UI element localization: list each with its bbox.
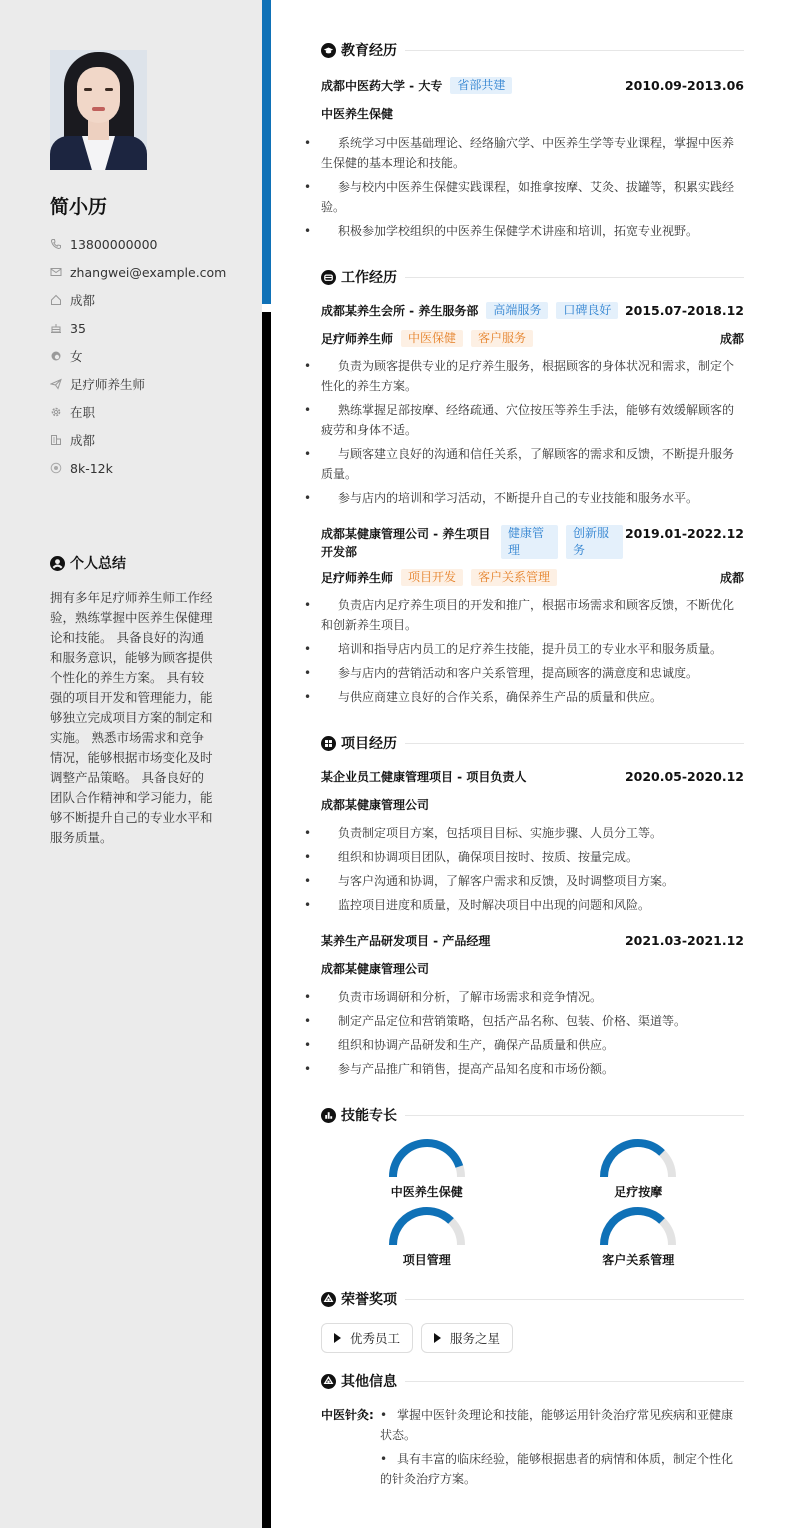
other-bullets [380,1405,744,1489]
role-tag: 中医保健 [401,330,463,347]
work-location: 成都 [719,332,744,346]
bar-chart-icon [321,1108,336,1123]
grid-icon [321,736,336,751]
role-name: 足疗师养生师 [321,332,394,346]
other-section [321,1369,744,1489]
sidebar [0,0,262,1528]
project-org: 成都某健康管理公司 [321,962,430,976]
company-name: 成都某养生会所 - 养生服务部 [321,304,479,318]
project-org: 成都某健康管理公司 [321,798,430,812]
projects-heading: 项目经历 [321,731,744,755]
bullet-item: • 与顾客建立良好的沟通和信任关系，了解顾客的需求和反馈，不断提升服务质量。 [321,444,744,484]
gauge-arc-icon [387,1205,467,1247]
info-home: 成都 [50,286,226,314]
project-entry [321,932,744,1079]
skill-gauge: 足疗按摩 [533,1137,745,1201]
bullet-item: • 参与产品推广和销售，提高产品知名度和市场份额。 [321,1059,744,1079]
project-bullets [321,987,744,1079]
education-entry [321,77,744,95]
bullet-item: • 负责制定项目方案，包括项目目标、实施步骤、人员分工等。 [321,823,744,843]
school-name: 成都中医药大学 - 大专 [321,79,443,93]
award-icon [321,1292,336,1307]
company-tag: 创新服务 [566,525,623,559]
project-date: 2021.03-2021.12 [624,933,744,948]
info-gender: 女 [50,342,226,370]
info-phone: 13800000000 [50,230,226,258]
bullet-item: • 熟练掌握足部按摩、经络疏通、穴位按压等养生手法，能够有效缓解顾客的疲劳和身体不适。 [321,400,744,440]
main-content [321,38,744,1489]
awards-section [321,1287,744,1353]
bullet-item: • 参与店内的培训和学习活动，不断提升自己的专业技能和服务水平。 [321,488,744,508]
bullet-item: • 掌握中医针灸理论和技能，能够运用针灸治疗常见疾病和亚健康状态。 [380,1405,744,1445]
info-city: 成都 [50,426,226,454]
work-bullets [321,356,744,508]
user-circle-icon [50,556,65,571]
coin-icon [50,462,62,474]
company-tag: 健康管理 [501,525,558,559]
work-entry [321,525,744,707]
bullet-item: • 积极参加学校组织的中医养生保健学术讲座和培训，拓宽专业视野。 [321,221,744,241]
skill-gauge: 中医养生保健 [321,1137,533,1201]
gauge-arc-icon [598,1137,678,1179]
briefcase-icon [321,270,336,285]
play-triangle-icon [334,1333,341,1343]
bullet-item: • 参与校内中医养生保健实践课程，如推拿按摩、艾灸、拔罐等，积累实践经验。 [321,177,744,217]
info-age: 35 [50,314,226,342]
divider-bar [262,312,271,1528]
bullet-item: • 具有丰富的临床经验，能够根据患者的病情和体质，制定个性化的针灸治疗方案。 [380,1449,744,1489]
play-triangle-icon [434,1333,441,1343]
role-name: 足疗师养生师 [321,571,394,585]
profile-name: 简小历 [50,196,108,218]
bullet-item: • 监控项目进度和质量，及时解决项目中出现的问题和风险。 [321,895,744,915]
award-badge[interactable]: 优秀员工 [321,1323,413,1353]
company-tag: 高端服务 [486,302,548,319]
info-badge-icon [321,1374,336,1389]
bullet-item: • 组织和协调产品研发和生产，确保产品质量和供应。 [321,1035,744,1055]
education-heading: 教育经历 [321,38,744,62]
role-tag: 项目开发 [401,569,463,586]
work-location: 成都 [719,571,744,585]
bullet-item: • 负责为顾客提供专业的足疗养生服务，根据顾客的身体状况和需求，制定个性化的养生方案。 [321,356,744,396]
project-date: 2020.05-2020.12 [624,769,744,784]
graduation-cap-icon [321,43,336,58]
work-section [321,265,744,707]
bullet-item: • 参与店内的营销活动和客户关系管理，提高顾客的满意度和忠诚度。 [321,663,744,683]
work-entry [321,302,744,508]
other-heading: 其他信息 [321,1369,744,1393]
contact-info-list [50,230,226,482]
info-job: 足疗师养生师 [50,370,226,398]
work-date: 2019.01-2022.12 [624,526,744,541]
bullet-item: • 系统学习中医基础理论、经络腧穴学、中医养生学等专业课程，掌握中医养生保健的基本理论和技能。 [321,133,744,173]
awards-list [321,1323,744,1353]
other-label: 中医针灸: [321,1408,374,1422]
company-name: 成都某健康管理公司 - 养生项目开发部 [321,527,491,559]
role-tag: 客户服务 [471,330,533,347]
bullet-item: • 组织和协调项目团队，确保项目按时、按质、按量完成。 [321,847,744,867]
education-bullets [321,133,744,241]
major: 中医养生保健 [321,107,394,121]
skills-section [321,1103,744,1269]
work-heading: 工作经历 [321,265,744,289]
gauge-arc-icon [598,1205,678,1247]
project-bullets [321,823,744,915]
skill-gauge: 项目管理 [321,1205,533,1269]
gear-icon [50,406,62,418]
info-salary: 8k-12k [50,454,226,482]
info-email: zhangwei@example.com [50,258,226,286]
bullet-item: • 培训和指导店内员工的足疗养生技能，提升员工的专业水平和服务质量。 [321,639,744,659]
awards-heading: 荣誉奖项 [321,1287,744,1311]
bullet-item: • 与供应商建立良好的合作关系，确保养生产品的质量和供应。 [321,687,744,707]
building-icon [50,434,62,446]
skill-gauge: 客户关系管理 [533,1205,745,1269]
project-name: 某企业员工健康管理项目 - 项目负责人 [321,770,527,784]
gender-icon [50,350,62,362]
mail-icon [50,266,62,278]
award-badge[interactable]: 服务之星 [421,1323,513,1353]
cake-icon [50,322,62,334]
info-status: 在职 [50,398,226,426]
bullet-item: • 负责市场调研和分析，了解市场需求和竞争情况。 [321,987,744,1007]
skills-grid [321,1137,744,1269]
avatar-photo [50,50,147,170]
education-section [321,38,744,241]
company-tag: 口碑良好 [556,302,618,319]
skills-heading: 技能专长 [321,1103,744,1127]
project-name: 某养生产品研发项目 - 产品经理 [321,934,491,948]
home-icon [50,294,62,306]
role-tag: 客户关系管理 [471,569,557,586]
summary-text: 拥有多年足疗师养生师工作经验，熟练掌握中医养生保健理论和技能。 具备良好的沟通和服务意识，能够为顾客提供个性化的养生方案。 具有较强的项目开发和管理能力，能够独立完成项目方案的制定和实施。 熟悉市场需求和竞争情况，能够根据市场变化及时调整产品策略。 具备良好的团队合作精神和学习能力，能够不断提升自己的专业水平和服务质量。 [50,590,213,845]
work-bullets [321,595,744,707]
gauge-arc-icon [387,1137,467,1179]
accent-bar [262,0,271,304]
project-entry [321,768,744,915]
bullet-item: • 负责店内足疗养生项目的开发和推广，根据市场需求和顾客反馈，不断优化和创新养生项目。 [321,595,744,635]
education-date: 2010.09-2013.06 [624,78,744,93]
other-item [321,1405,744,1489]
school-tag: 省部共建 [450,77,512,94]
summary-heading: 个人总结 [50,553,126,573]
phone-icon [50,238,62,250]
bullet-item: • 制定产品定位和营销策略，包括产品名称、包装、价格、渠道等。 [321,1011,744,1031]
projects-section [321,731,744,1079]
work-date: 2015.07-2018.12 [624,303,744,318]
send-icon [50,378,62,390]
bullet-item: • 与客户沟通和协调，了解客户需求和反馈，及时调整项目方案。 [321,871,744,891]
